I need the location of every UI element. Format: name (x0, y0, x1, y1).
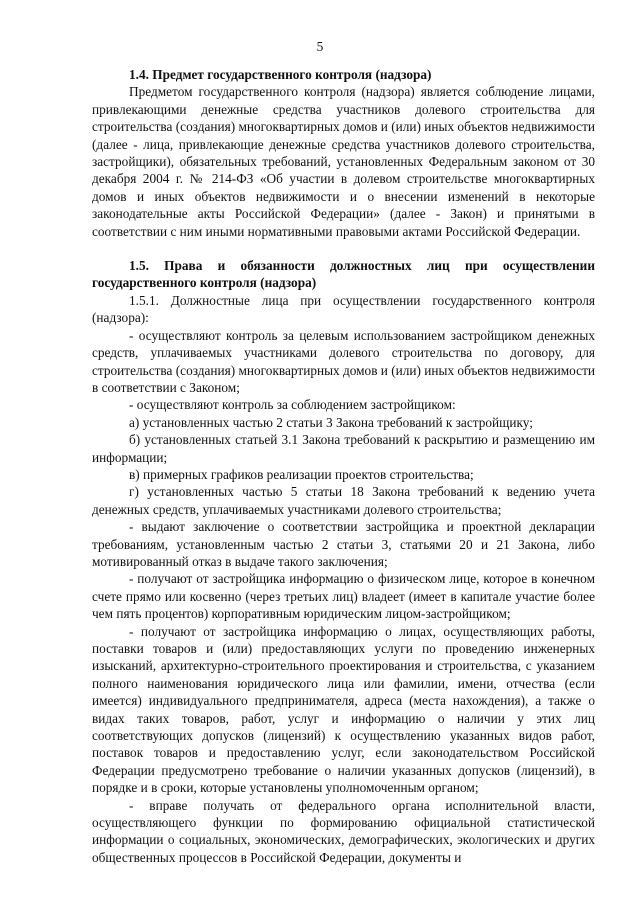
page-number: 5 (316, 39, 324, 54)
document-body (92, 66, 595, 866)
duty-compliance-control: - осуществляют контроль за соблюдением застройщиком: (129, 397, 456, 413)
section-1-4-heading: 1.4. Предмет государственного контроля (надзора) (129, 67, 432, 82)
duty-issue-conclusion: - выдают заключение о соответствии застройщика и проектной декларации требованиям, установленным частью 2 статьи 3, статьями 20 и 21 Закона, либо мотивированный отказ в выдаче такого заключения; (92, 519, 595, 569)
duty-statistics-documents: - вправе получать от федерального органа исполнительной власти, осуществляющего функции по формированию официальной статистической информации о социальных, экономических, демографических, экологических и других общественных процессов в Российской Федерации, документы и (92, 797, 595, 865)
duty-beneficial-owner-info: - получают от застройщика информацию о физическом лице, которое в конечном счете прямо или косвенно (через третьих лиц) владеет (имеет в капитале участие более чем пять процентов) корпоративным юридическим лицом-застройщиком; (92, 571, 595, 622)
item-g-accounting-requirements: г) установленных частью 5 статьи 18 Закона требований к ведению учета денежных средств, уплачиваемых участниками долевого строительства; (92, 484, 595, 517)
section-1-5-heading: 1.5. Права и обязанности должностных лиц при осуществлении государственного контроля (надзора) (92, 258, 595, 291)
duty-contractor-info: - получают от застройщика информацию о лицах, осуществляющих работы, поставки товаров и (или) предоставляющих услуги по проведению инженерных изысканий, архитектурно-строительного проектирования и строительства, с указанием полного наименования юридического лица или фамилии, имени, отчества (если имеется) индивидуального предпринимателя, адреса (места нахождения), а также о видах таких товаров, работ, услуг и информацию о наличии у этих лиц соответствующих допусков (лицензий) к осуществлению указанных видов работ, поставок товаров и предоставлению услуг, если законодательством Российской Федерации предусмотрено требование о наличии указанных допусков (лицензий), в порядке и в сроки, которые установлены уполномоченным органом; (92, 623, 595, 796)
item-b-disclosure-requirements: б) установленных статьей 3.1 Закона требований к раскрытию и размещению им информации; (92, 432, 595, 465)
item-v-project-schedules: в) примерных графиков реализации проектов строительства; (129, 466, 474, 482)
duty-target-use-control: - осуществляют контроль за целевым использованием застройщиком денежных средств, уплачиваемых участниками долевого строительства по договору, для строительства (создания) многоквартирных домов и (или) иных объектов недвижимости в соответствии с Законом; (92, 327, 595, 395)
section-spacer (92, 240, 595, 257)
item-a-developer-requirements: а) установленных частью 2 статьи 3 Закона требований к застройщику; (129, 414, 533, 430)
paragraph-1-5-1: 1.5.1. Должностные лица при осуществлении государственного контроля (надзора): (92, 292, 595, 326)
section-1-4-paragraph: Предметом государственного контроля (надзора) является соблюдение лицами, привлекающими денежные средства участников долевого строительства для строительства (создания) многоквартирных домов и (или) иных объектов недвижимости (далее - лица, привлекающие денежные средства участников долевого строительства, застройщики), обязательных требований, установленных Федеральным законом от 30 декабря 2004 г. № 214-ФЗ «Об участии в долевом строительстве многоквартирных домов и иных объектов недвижимости и о внесении изменений в некоторые законодательные акты Российской Федерации» (далее - Закон) и принятыми в соответствии с ним иными нормативными правовыми актами Российской Федерации. (92, 84, 595, 239)
